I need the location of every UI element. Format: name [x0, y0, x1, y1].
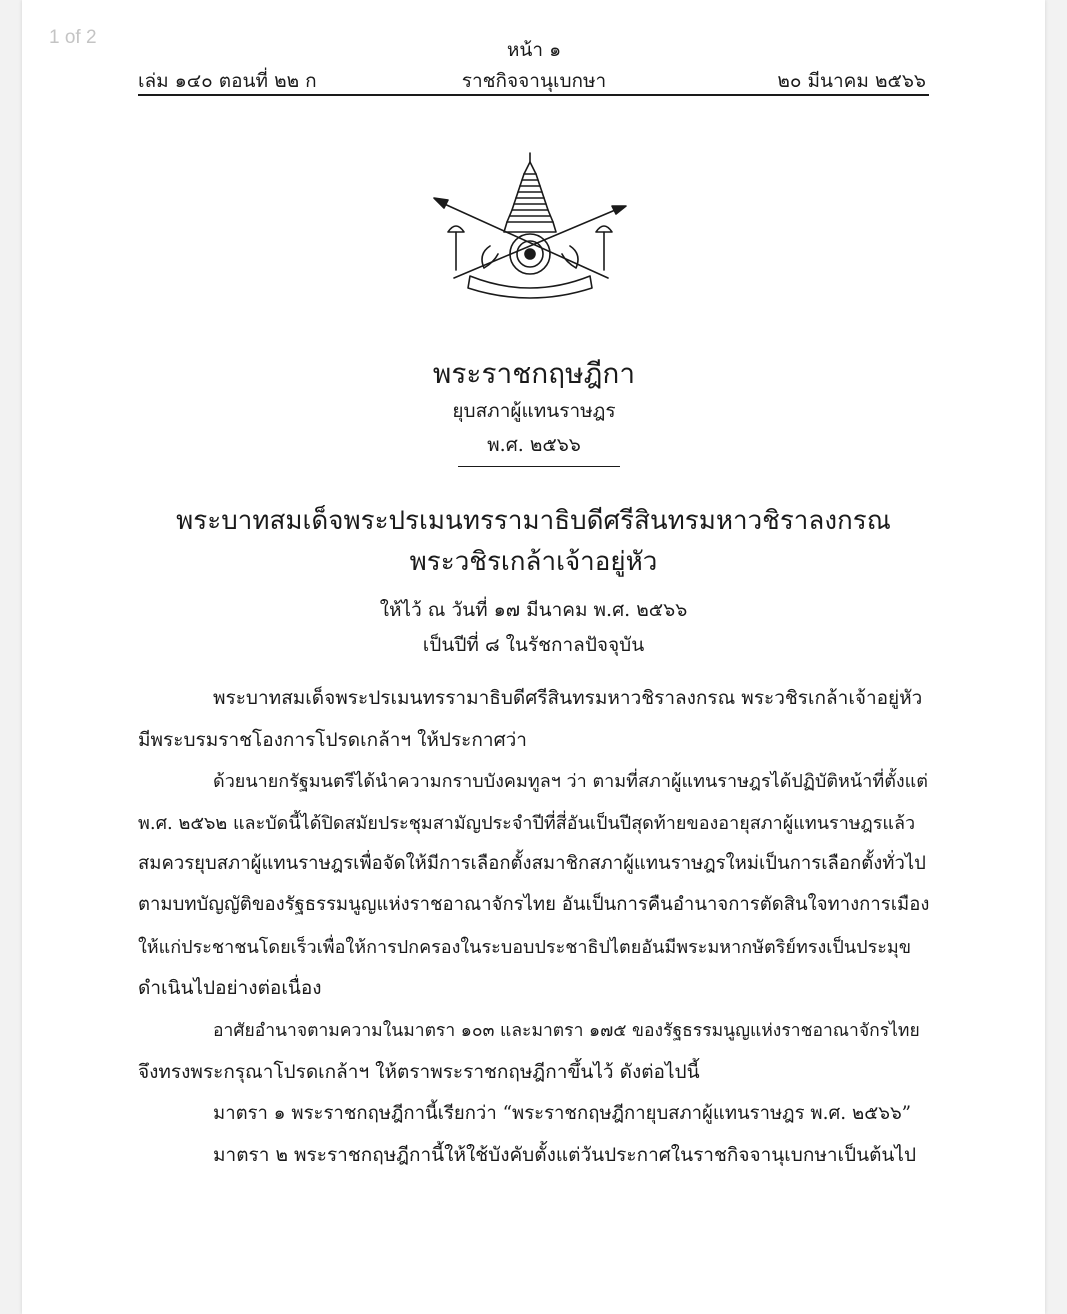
emblem-ribbon-text [440, 272, 620, 292]
page-number-label: หน้า ๑ [506, 39, 562, 61]
body-line: ให้แก่ประชาชนโดยเร็วเพื่อให้การปกครองในระบอบประชาธิปไตยอันมีพระมหากษัตริย์ทรงเป็นประมุข [138, 937, 912, 958]
reign-year: เป็นปีที่ ๘ ในรัชกาลปัจจุบัน [422, 634, 645, 656]
king-name-line1: พระบาทสมเด็จพระปรเมนทรรามาธิบดีศรีสินทรมหาวชิราลงกรณ [176, 506, 891, 536]
header-rule [138, 94, 929, 96]
body-line: พระบาทสมเด็จพระปรเมนทรรามาธิบดีศรีสินทรมหาวชิราลงกรณ พระวชิรเกล้าเจ้าอยู่หัว [213, 687, 923, 709]
body-line: ด้วยนายกรัฐมนตรีได้นำความกราบบังคมทูลฯ ว่า ตามที่สภาผู้แทนราษฎรได้ปฏิบัติหน้าที่ตั้งแต่ [213, 771, 928, 792]
decree-subject: ยุบสภาผู้แทนราษฎร [452, 400, 616, 422]
body-line: ดำเนินไปอย่างต่อเนื่อง [138, 977, 322, 999]
body-line: ตามบทบัญญัติของรัฐธรรมนูญแห่งราชอาณาจักรไทย อันเป็นการคืนอำนาจการตัดสินใจทางการเมือง [138, 894, 930, 915]
body-line: สมควรยุบสภาผู้แทนราษฎรเพื่อจัดให้มีการเลือกตั้งสมาชิกสภาผู้แทนราษฎรใหม่เป็นการเลือกตั้งทั่วไป [138, 853, 926, 874]
publication-date: ๒๐ มีนาคม ๒๕๖๖ [777, 70, 926, 92]
king-name-line2: พระวชิรเกล้าเจ้าอยู่หัว [409, 547, 658, 577]
section-2: มาตรา ๒ พระราชกฤษฎีกานี้ให้ใช้บังคับตั้งแต่วันประกาศในราชกิจจานุเบกษาเป็นต้นไป [213, 1144, 917, 1166]
decree-year: พ.ศ. ๒๕๖๖ [487, 434, 581, 456]
given-date: ให้ไว้ ณ วันที่ ๑๗ มีนาคม พ.ศ. ๒๕๖๖ [379, 599, 688, 621]
volume-issue: เล่ม ๑๔๐ ตอนที่ ๒๒ ก [138, 70, 317, 92]
publication-name: ราชกิจจานุเบกษา [461, 70, 607, 92]
body-line: อาศัยอำนาจตามความในมาตรา ๑๐๓ และมาตรา ๑๗๕ ของรัฐธรรมนูญแห่งราชอาณาจักรไทย [213, 1021, 920, 1041]
body-line: จึงทรงพระกรุณาโปรดเกล้าฯ ให้ตราพระราชกฤษฎีกาขึ้นไว้ ดังต่อไปนี้ [138, 1061, 700, 1083]
title-rule [458, 466, 620, 467]
decree-title: พระราชกฤษฎีกา [432, 357, 636, 390]
body-line: มีพระบรมราชโองการโปรดเกล้าฯ ให้ประกาศว่า [138, 729, 527, 751]
body-line: พ.ศ. ๒๕๖๒ และบัดนี้ได้ปิดสมัยประชุมสามัญประจำปีที่สี่อันเป็นปีสุดท้ายของอายุสภาผู้แทนราษฎรแล้ว [138, 813, 916, 834]
page-indicator: 1 of 2 [49, 27, 97, 48]
section-1: มาตรา ๑ พระราชกฤษฎีกานี้เรียกว่า “พระราชกฤษฎีกายุบสภาผู้แทนราษฎร พ.ศ. ๒๕๖๖” [213, 1103, 912, 1124]
